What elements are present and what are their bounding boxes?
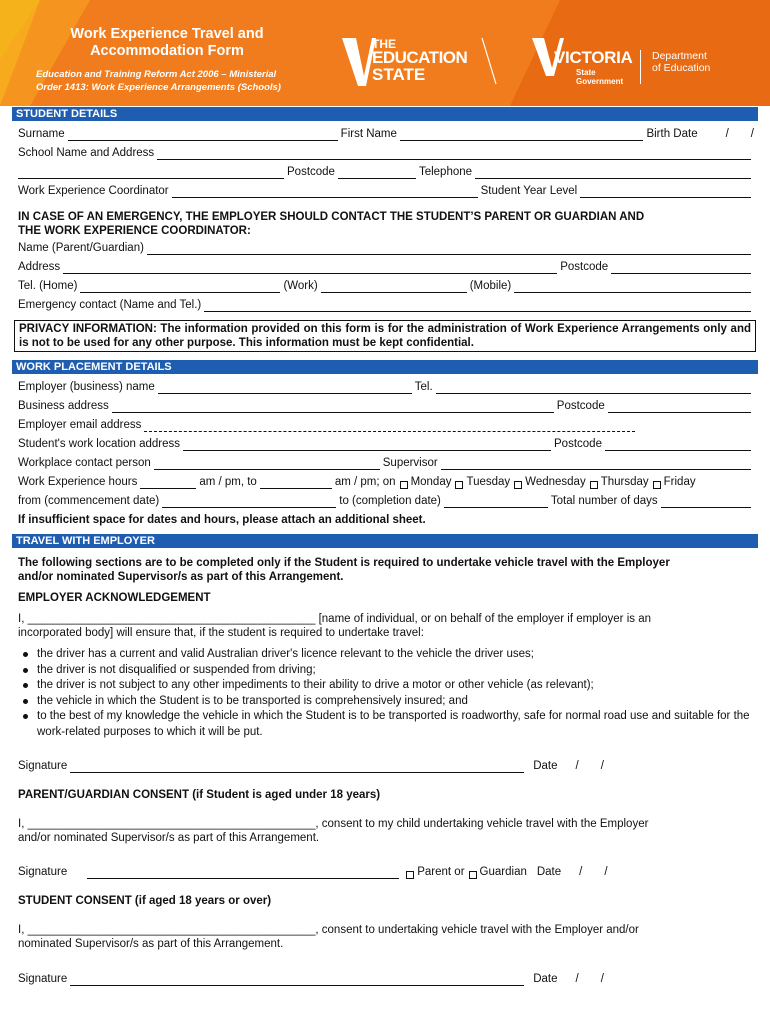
parent-option-label: Parent or (417, 866, 465, 878)
year-level-label: Student Year Level (480, 185, 578, 197)
postcode-label: Postcode (287, 166, 335, 178)
list-item: the vehicle in which the Student is to be transported is comprehensively insured; and (18, 694, 758, 710)
hours-row (18, 475, 754, 489)
total-days-label: Total number of days (550, 495, 658, 507)
birth-date-slash: / (750, 128, 754, 140)
student-consent-heading: STUDENT CONSENT (if aged 18 years or over) (18, 895, 272, 907)
address-postcode-field[interactable] (611, 263, 751, 274)
school-label: School Name and Address (18, 147, 155, 159)
travel-heading: TRAVEL WITH EMPLOYER (12, 534, 758, 548)
contact-person-label: Workplace contact person (18, 457, 151, 469)
list-item: the driver has a current and valid Australian driver's licence relevant to the vehicle the driver uses; (18, 647, 758, 663)
employer-label: Employer (business) name (18, 381, 155, 393)
tuesday-checkbox[interactable] (455, 481, 463, 489)
location-row (18, 437, 754, 451)
birth-date-label: Birth Date (646, 128, 698, 140)
employer-date-slash: / (600, 760, 604, 772)
emergency-contact-field[interactable] (204, 301, 751, 312)
student-signature-row (18, 972, 754, 986)
department-name: Department of Education (652, 50, 711, 74)
coordinator-label: Work Experience Coordinator (18, 185, 169, 197)
victoria-government-logo: VICTORIA State Government (532, 36, 642, 86)
parent-date-field[interactable]: / (579, 866, 583, 878)
parent-checkbox[interactable] (406, 871, 414, 879)
from-date-label: from (commencement date) (18, 495, 160, 507)
employer-date-label: Date (533, 760, 558, 772)
school-field[interactable] (157, 149, 751, 160)
business-address-row (18, 399, 754, 413)
thursday-checkbox[interactable] (590, 481, 598, 489)
am-pm-to-label: am / pm, to (199, 476, 257, 488)
guardian-option-label: Guardian (479, 866, 527, 878)
parent-consent-heading: PARENT/GUARDIAN CONSENT (if Student is aged under 18 years) (18, 789, 381, 801)
tel-mobile-label: (Mobile) (469, 280, 512, 292)
student-date-slash: / (600, 973, 604, 985)
supervisor-label: Supervisor (382, 457, 438, 469)
privacy-notice: PRIVACY INFORMATION: The information provided on this form is for the administration of Work Experience Arrangements only and is not to be used for any other purpose. This information must be kept confidential. (14, 320, 756, 352)
am-pm-on-label: am / pm; on (334, 476, 396, 488)
employer-ack-text[interactable]: I, _____________________________________________ [name of individual, or on behalf of the employer if employer is an incorporated body] will ensure that, if the student is required to undertake travel: (18, 613, 651, 639)
employer-signature-row (18, 759, 754, 773)
business-postcode-field[interactable] (608, 402, 751, 413)
insufficient-space-note: If insufficient space for dates and hours, please attach an additional sheet. (18, 514, 426, 526)
tel-home-field[interactable] (80, 282, 280, 293)
employer-signature-field[interactable] (70, 762, 524, 773)
school-address-field[interactable] (18, 168, 284, 179)
list-item: the driver is not disqualified or suspended from driving; (18, 663, 758, 679)
location-label: Student's work location address (18, 438, 181, 450)
contact-person-field[interactable] (154, 459, 380, 470)
monday-label: Monday (410, 476, 452, 488)
school-row (18, 146, 754, 160)
parent-consent-text[interactable]: I, _____________________________________________, consent to my child undertaking vehicle travel with the Employer and/or nominated Supervisor/s as part of this Arrangement. (18, 818, 649, 844)
location-postcode-label: Postcode (554, 438, 602, 450)
location-field[interactable] (183, 440, 551, 451)
first-name-field[interactable] (400, 130, 644, 141)
email-field[interactable] (144, 421, 635, 432)
education-state-logo: THE EDUCATION STATE (342, 36, 502, 86)
business-postcode-label: Postcode (556, 400, 605, 412)
school-postcode-field[interactable] (338, 168, 416, 179)
year-level-field[interactable] (580, 187, 751, 198)
surname-field[interactable] (68, 130, 338, 141)
list-item: the driver is not subject to any other impediments to their ability to drive a motor or other vehicle (as relevant); (18, 678, 758, 694)
from-date-field[interactable] (162, 497, 336, 508)
telephone-label: Telephone (418, 166, 473, 178)
wednesday-label: Wednesday (525, 476, 586, 488)
student-consent-text[interactable]: I, _____________________________________________, consent to undertaking vehicle travel with the Employer and/or nominated Supervisor/s as part of this Arrangement. (18, 924, 639, 950)
travel-intro: The following sections are to be completed only if the Student is required to undertake vehicle travel with the Employer and/or nominated Supervisor/s as part of this Arrangement. (18, 557, 670, 583)
emergency-contact-row (18, 298, 754, 312)
guardian-name-field[interactable] (147, 244, 751, 255)
parent-signature-label: Signature (18, 866, 68, 878)
first-name-label: First Name (340, 128, 397, 140)
friday-label: Friday (663, 476, 696, 488)
student-date-field[interactable]: / (575, 973, 579, 985)
hours-end-field[interactable] (260, 478, 332, 489)
school-postcode-row (18, 165, 754, 179)
email-label: Employer email address (18, 419, 142, 431)
ack-bullet-list (18, 647, 758, 740)
supervisor-field[interactable] (441, 459, 751, 470)
student-signature-field[interactable] (70, 975, 524, 986)
tuesday-label: Tuesday (466, 476, 511, 488)
telephone-field[interactable] (475, 168, 751, 179)
to-date-field[interactable] (444, 497, 548, 508)
coordinator-field[interactable] (172, 187, 478, 198)
birth-date-field[interactable]: / (725, 128, 729, 140)
header-banner (0, 0, 770, 106)
emergency-tel-row (18, 279, 754, 293)
business-address-field[interactable] (112, 402, 554, 413)
parent-signature-row (18, 865, 754, 879)
employer-row (18, 380, 754, 394)
monday-checkbox[interactable] (400, 481, 408, 489)
guardian-name-label: Name (Parent/Guardian) (18, 242, 144, 254)
student-name-row (18, 127, 754, 141)
guardian-checkbox[interactable] (469, 871, 477, 879)
address-postcode-label: Postcode (560, 261, 609, 273)
email-row (18, 418, 638, 432)
form-subtitle: Education and Training Reform Act 2006 – Ministerial Order 1413: Work Experience Arrangements (Schools) (36, 69, 281, 93)
list-item: to the best of my knowledge the vehicle in which the Student is to be transported is roadworthy, safe for normal road use and suitable for the work-related purposes to which it will be put. (18, 709, 758, 740)
header-divider (640, 50, 641, 84)
employer-date-field[interactable]: / (575, 760, 579, 772)
emergency-heading: IN CASE OF AN EMERGENCY, THE EMPLOYER SHOULD CONTACT THE STUDENT’S PARENT OR GUARDIAN AND THE WORK EXPERIENCE COORDINATOR: (18, 211, 645, 237)
business-address-label: Business address (18, 400, 109, 412)
dates-row (18, 494, 754, 508)
tel-mobile-field[interactable] (514, 282, 751, 293)
employer-field[interactable] (158, 383, 412, 394)
address-field[interactable] (63, 263, 557, 274)
address-label: Address (18, 261, 61, 273)
student-details-heading: STUDENT DETAILS (12, 107, 758, 121)
work-placement-heading: WORK PLACEMENT DETAILS (12, 360, 758, 374)
tel-work-label: (Work) (283, 280, 318, 292)
coordinator-row (18, 184, 754, 198)
hours-label: Work Experience hours (18, 476, 138, 488)
thursday-label: Thursday (600, 476, 649, 488)
employer-ack-heading: EMPLOYER ACKNOWLEDGEMENT (18, 592, 211, 604)
parent-signature-field[interactable] (87, 868, 399, 879)
emergency-address-row (18, 260, 754, 274)
employer-tel-label: Tel. (414, 381, 433, 393)
form-title: Work Experience Travel and Accommodation Form (70, 26, 264, 59)
surname-label: Surname (18, 128, 65, 140)
employer-signature-label: Signature (18, 760, 68, 772)
parent-date-label: Date (536, 866, 562, 878)
tel-home-label: Tel. (Home) (18, 280, 78, 292)
total-days-field[interactable] (661, 497, 751, 508)
tel-work-field[interactable] (321, 282, 467, 293)
parent-date-slash: / (604, 866, 608, 878)
wednesday-checkbox[interactable] (514, 481, 522, 489)
guardian-name-row (18, 241, 754, 255)
student-signature-label: Signature (18, 973, 68, 985)
contact-person-row (18, 456, 754, 470)
employer-tel-field[interactable] (436, 383, 751, 394)
emergency-contact-label: Emergency contact (Name and Tel.) (18, 299, 202, 311)
friday-checkbox[interactable] (653, 481, 661, 489)
to-date-label: to (completion date) (339, 495, 441, 507)
hours-start-field[interactable] (140, 478, 196, 489)
location-postcode-field[interactable] (605, 440, 751, 451)
student-date-label: Date (533, 973, 558, 985)
